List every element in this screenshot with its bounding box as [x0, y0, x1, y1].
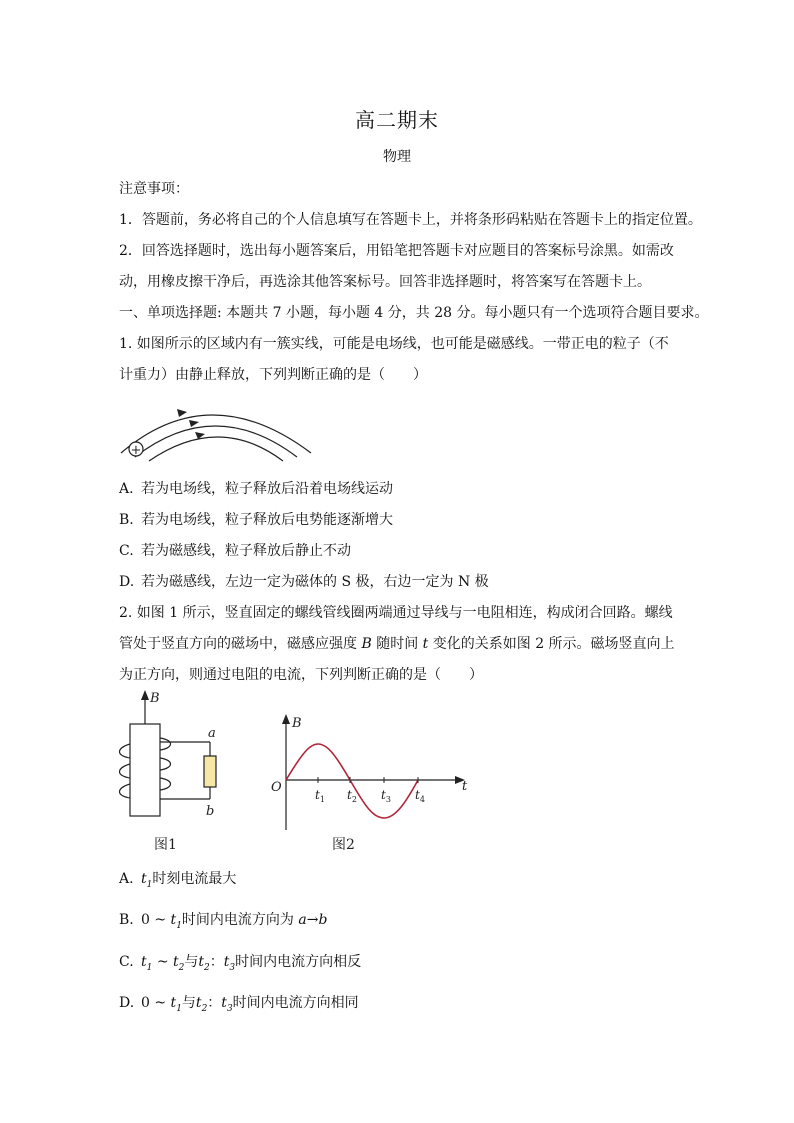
arrow-up-icon	[141, 690, 149, 700]
q2-stem-line2: 管处于竖直方向的磁场中，磁感应强度 B 随时间 t 变化的关系如图 2 所示。磁场竖直向上	[119, 636, 675, 652]
subject-label: 物理	[383, 149, 411, 165]
q1-stem-line2: 计重力）由静止释放，下列判断正确的是（ ）	[119, 367, 427, 383]
math-variable: $t_1$	[141, 871, 153, 890]
q2-figure-1-solenoid	[110, 688, 240, 856]
option-text: 与	[184, 954, 199, 970]
q2-option-a	[119, 868, 236, 890]
q2-figure-2-graph	[265, 712, 480, 857]
tick-t1: $t_1$	[315, 788, 325, 804]
math-variable: $t_1$	[141, 954, 153, 973]
option-text: 0 ~	[141, 912, 171, 928]
tick-t2: $t_2$	[347, 788, 357, 804]
q2-option-d	[119, 992, 359, 1014]
math-variable: $t_2$	[173, 954, 185, 973]
option-text: 若为磁感线，粒子释放后静止不动	[141, 543, 351, 559]
option-letter: B.	[119, 912, 134, 928]
q1-option-a	[119, 478, 393, 498]
q1-option-b	[119, 509, 393, 529]
q1-option-c	[119, 540, 351, 560]
option-text: 与	[181, 995, 196, 1011]
section-heading: 一、单项选择题: 本题共 7 小题，每小题 4 分，共 28 分。每小题只有一个选项符合题目要求。	[119, 305, 709, 321]
math-variable: $t_3$	[223, 954, 236, 973]
arrow-icon	[189, 420, 199, 427]
b-curve	[286, 744, 418, 818]
q2-option-c	[119, 951, 361, 973]
fig1-axis-label: B	[150, 691, 160, 706]
fig1-caption: 图1	[154, 837, 177, 853]
math-variable: $t_3$	[221, 995, 233, 1014]
option-text: 时刻电流最大	[152, 871, 237, 887]
q2-option-b	[119, 909, 327, 931]
option-text: 若为电场线，粒子释放后电势能逐渐增大	[141, 512, 393, 528]
tick-t3: $t_3$	[381, 788, 391, 804]
option-text: a→b	[298, 912, 328, 928]
option-text: 若为电场线，粒子释放后沿着电场线运动	[141, 481, 393, 497]
option-text: ~	[152, 954, 174, 970]
origin-label: O	[271, 780, 282, 795]
q1-field-lines-figure	[115, 385, 325, 465]
option-letter: D.	[119, 574, 135, 590]
q1-stem-line1: 1. 如图所示的区域内有一簇实线，可能是电场线，也可能是磁感线。一带正电的粒子（不	[119, 336, 669, 352]
terminal-b-label: b	[206, 804, 215, 819]
option-text: 时间内电流方向相反	[235, 954, 362, 970]
math-variable: $t_2$	[198, 954, 210, 973]
option-text: ：	[209, 954, 224, 970]
tick-t4: $t_4$	[415, 788, 425, 804]
option-text: ：	[207, 995, 222, 1011]
math-variable: $t_1$	[170, 995, 182, 1014]
option-letter: A.	[119, 871, 134, 887]
option-letter: C.	[119, 954, 134, 970]
math-variable: $t_1$	[170, 912, 182, 931]
arrow-up-icon	[282, 714, 290, 724]
y-axis-label: B	[292, 716, 302, 731]
q2-stem-line1: 2. 如图 1 所示，竖直固定的螺线管线圈两端通过导线与一电阻相连，构成闭合回路。螺线	[119, 605, 673, 621]
option-letter: B.	[119, 512, 134, 528]
q2-stem-line3: 为正方向，则通过电阻的电流，下列判断正确的是（ ）	[119, 667, 483, 683]
notice-item-2: 2．回答选择题时，选出每小题答案后，用铅笔把答题卡对应题目的答案标号涂黑。如需改	[119, 243, 674, 259]
option-letter: D.	[119, 995, 135, 1011]
x-axis-label: t	[462, 779, 468, 794]
q1-option-d	[119, 571, 489, 591]
page-title: 高二期末	[355, 108, 439, 132]
option-letter: C.	[119, 543, 134, 559]
notice-item-2-cont: 动，用橡皮擦干净后，再选涂其他答案标号。回答非选择题时，将答案写在答题卡上。	[119, 274, 651, 290]
option-text: 若为磁感线，左边一定为磁体的 S 极，右边一定为 N 极	[141, 574, 489, 590]
option-text: 时间内电流方向相同	[232, 995, 359, 1011]
terminal-a-label: a	[208, 726, 216, 741]
charge-symbol: +	[130, 443, 142, 458]
option-text: 时间内电流方向为	[181, 912, 299, 928]
arrow-icon	[177, 409, 187, 417]
math-variable: $t_2$	[195, 995, 208, 1014]
option-text: 0 ~	[141, 995, 171, 1011]
resistor-icon	[204, 756, 216, 787]
notice-item-1: 1．答题前，务必将自己的个人信息填写在答题卡上，并将条形码粘贴在答题卡上的指定位置。	[119, 212, 702, 228]
notice-heading: 注意事项：	[119, 181, 189, 197]
option-letter: A.	[119, 481, 134, 497]
fig2-caption: 图2	[332, 837, 355, 853]
